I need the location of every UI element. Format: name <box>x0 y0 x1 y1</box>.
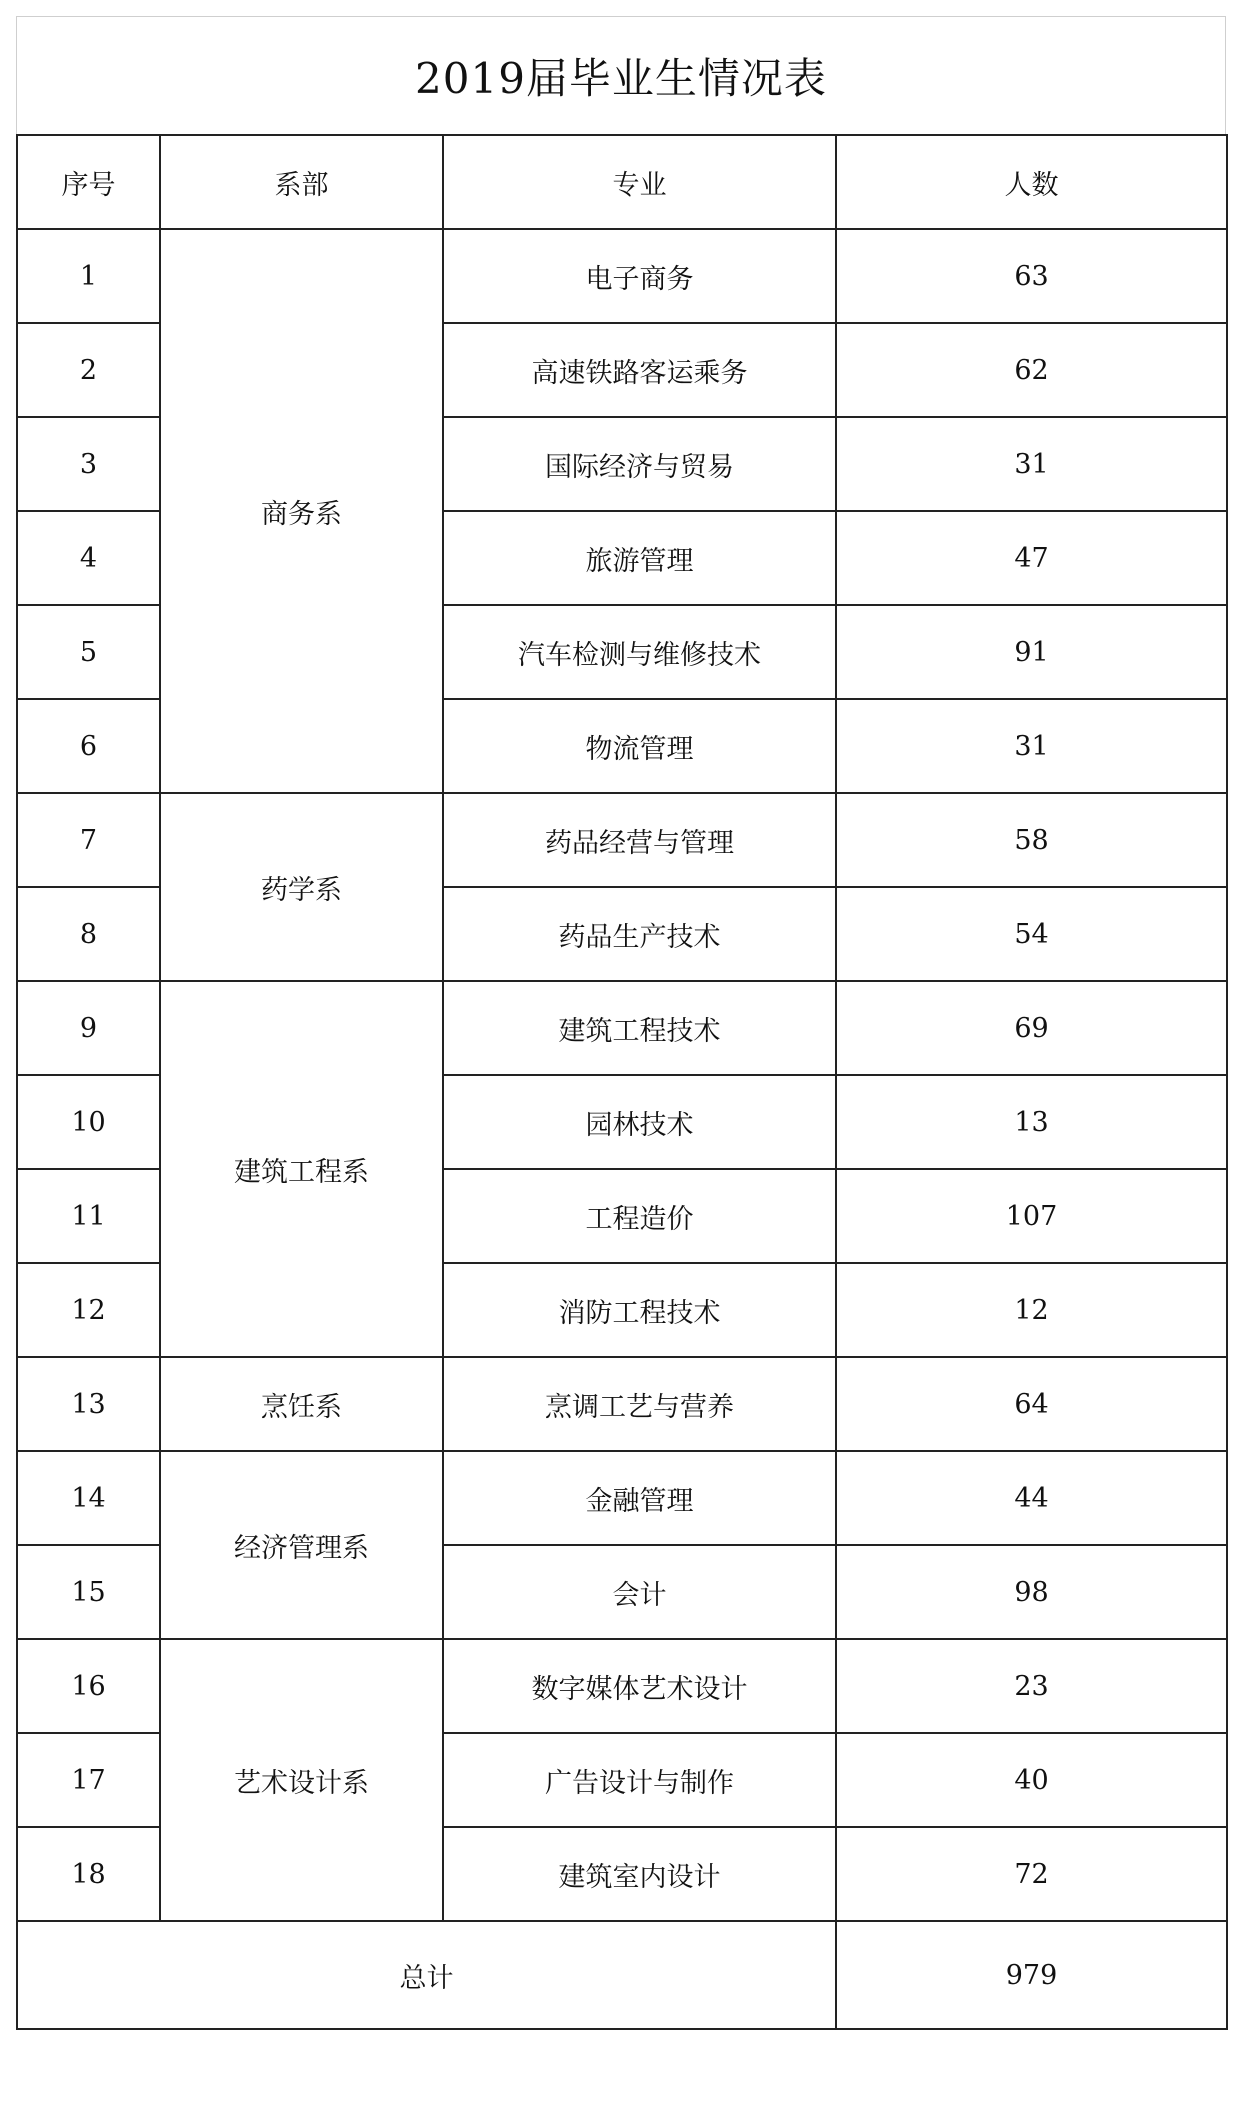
row-count: 47 <box>836 511 1227 605</box>
title-bar <box>16 16 1226 134</box>
row-index: 2 <box>17 323 160 417</box>
row-major: 园林技术 <box>443 1075 836 1169</box>
row-major: 汽车检测与维修技术 <box>443 605 836 699</box>
header-count: 人数 <box>836 135 1227 229</box>
row-major: 国际经济与贸易 <box>443 417 836 511</box>
header-major: 专业 <box>443 135 836 229</box>
row-major: 旅游管理 <box>443 511 836 605</box>
row-count: 54 <box>836 887 1227 981</box>
row-index: 3 <box>17 417 160 511</box>
total-row <box>17 1921 1227 2029</box>
row-count: 63 <box>836 229 1227 323</box>
department-cell: 商务系 <box>160 229 443 793</box>
table-row <box>17 1451 1227 1545</box>
row-count: 69 <box>836 981 1227 1075</box>
row-index: 18 <box>17 1827 160 1921</box>
row-count: 44 <box>836 1451 1227 1545</box>
department-cell: 药学系 <box>160 793 443 981</box>
department-cell: 建筑工程系 <box>160 981 443 1357</box>
row-count: 31 <box>836 417 1227 511</box>
row-count: 107 <box>836 1169 1227 1263</box>
row-major: 电子商务 <box>443 229 836 323</box>
row-index: 10 <box>17 1075 160 1169</box>
page-title: 2019届毕业生情况表 <box>415 53 827 103</box>
row-count: 91 <box>836 605 1227 699</box>
row-count: 13 <box>836 1075 1227 1169</box>
row-major: 建筑工程技术 <box>443 981 836 1075</box>
department-cell: 经济管理系 <box>160 1451 443 1639</box>
header-row <box>17 135 1227 229</box>
row-index: 9 <box>17 981 160 1075</box>
row-count: 64 <box>836 1357 1227 1451</box>
row-index: 7 <box>17 793 160 887</box>
row-index: 6 <box>17 699 160 793</box>
total-count: 979 <box>836 1921 1227 2029</box>
row-index: 16 <box>17 1639 160 1733</box>
row-count: 72 <box>836 1827 1227 1921</box>
row-count: 12 <box>836 1263 1227 1357</box>
graduates-table <box>16 134 1228 2030</box>
header-index: 序号 <box>17 135 160 229</box>
table-row <box>17 229 1227 323</box>
row-index: 12 <box>17 1263 160 1357</box>
row-index: 15 <box>17 1545 160 1639</box>
row-index: 1 <box>17 229 160 323</box>
row-count: 98 <box>836 1545 1227 1639</box>
row-major: 工程造价 <box>443 1169 836 1263</box>
table-row <box>17 793 1227 887</box>
row-count: 58 <box>836 793 1227 887</box>
row-major: 高速铁路客运乘务 <box>443 323 836 417</box>
row-major: 会计 <box>443 1545 836 1639</box>
row-index: 13 <box>17 1357 160 1451</box>
table-row <box>17 1639 1227 1733</box>
department-cell: 烹饪系 <box>160 1357 443 1451</box>
row-major: 消防工程技术 <box>443 1263 836 1357</box>
total-label: 总计 <box>17 1921 836 2029</box>
row-major: 物流管理 <box>443 699 836 793</box>
row-major: 建筑室内设计 <box>443 1827 836 1921</box>
row-index: 11 <box>17 1169 160 1263</box>
row-major: 数字媒体艺术设计 <box>443 1639 836 1733</box>
row-count: 23 <box>836 1639 1227 1733</box>
row-count: 40 <box>836 1733 1227 1827</box>
row-index: 4 <box>17 511 160 605</box>
row-index: 8 <box>17 887 160 981</box>
row-count: 31 <box>836 699 1227 793</box>
row-major: 金融管理 <box>443 1451 836 1545</box>
row-count: 62 <box>836 323 1227 417</box>
row-major: 烹调工艺与营养 <box>443 1357 836 1451</box>
row-index: 17 <box>17 1733 160 1827</box>
graduate-report <box>16 16 1226 2106</box>
header-department: 系部 <box>160 135 443 229</box>
row-major: 药品生产技术 <box>443 887 836 981</box>
row-index: 14 <box>17 1451 160 1545</box>
row-major: 广告设计与制作 <box>443 1733 836 1827</box>
table-row <box>17 1357 1227 1451</box>
row-index: 5 <box>17 605 160 699</box>
table-row <box>17 981 1227 1075</box>
department-cell: 艺术设计系 <box>160 1639 443 1921</box>
row-major: 药品经营与管理 <box>443 793 836 887</box>
